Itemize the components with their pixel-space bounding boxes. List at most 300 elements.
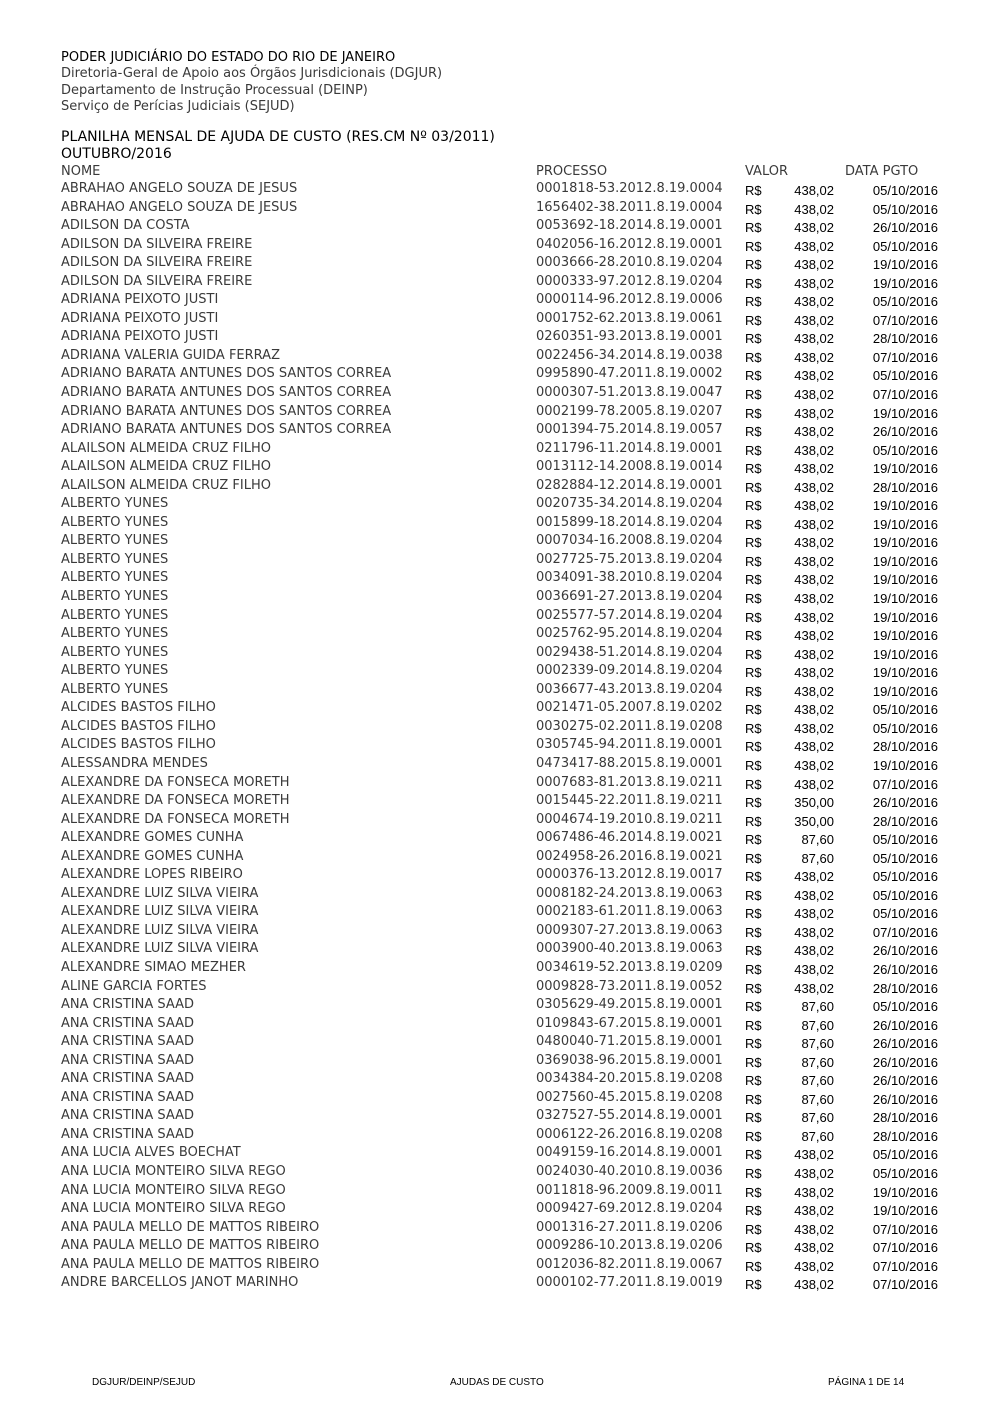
cell-valor: 438,02 (794, 516, 834, 532)
cell-valor: 438,02 (794, 924, 834, 940)
table-row (0, 1126, 1000, 1145)
cell-currency: R$ (745, 387, 762, 403)
cell-valor: 438,02 (794, 1147, 834, 1163)
cell-nome: ALBERTO YUNES (61, 644, 169, 660)
table-row (0, 866, 1000, 885)
cell-nome: ALBERTO YUNES (61, 533, 169, 549)
table-row (0, 1089, 1000, 1108)
cell-currency: R$ (745, 924, 762, 940)
header-line-deinp: Departamento de Instrução Processual (DEINP) (61, 82, 368, 98)
cell-data-pgto: 28/10/2016 (872, 739, 938, 755)
cell-processo: 0480040-71.2015.8.19.0001 (536, 1034, 723, 1050)
cell-valor: 438,02 (794, 1203, 834, 1219)
cell-valor: 438,02 (794, 739, 834, 755)
cell-processo: 0012036-82.2011.8.19.0067 (536, 1256, 723, 1272)
cell-processo: 0282884-12.2014.8.19.0001 (536, 477, 723, 493)
cell-processo: 0009286-10.2013.8.19.0206 (536, 1238, 723, 1254)
cell-nome: ALEXANDRE DA FONSECA MORETH (61, 774, 290, 790)
cell-nome: ALINE GARCIA FORTES (61, 978, 207, 994)
cell-currency: R$ (745, 442, 762, 458)
cell-valor: 438,02 (794, 591, 834, 607)
cell-valor: 438,02 (794, 1221, 834, 1237)
cell-data-pgto: 26/10/2016 (872, 943, 938, 959)
cell-currency: R$ (745, 1073, 762, 1089)
cell-nome: ALBERTO YUNES (61, 496, 169, 512)
cell-valor: 438,02 (794, 1240, 834, 1256)
cell-currency: R$ (745, 1054, 762, 1070)
cell-data-pgto: 26/10/2016 (872, 1054, 938, 1070)
cell-processo: 0001752-62.2013.8.19.0061 (536, 310, 723, 326)
cell-currency: R$ (745, 1147, 762, 1163)
cell-processo: 0034091-38.2010.8.19.0204 (536, 570, 723, 586)
cell-currency: R$ (745, 1036, 762, 1052)
cell-nome: ANA CRISTINA SAAD (61, 1071, 195, 1087)
cell-currency: R$ (745, 1258, 762, 1274)
cell-data-pgto: 19/10/2016 (872, 628, 938, 644)
table-row (0, 1274, 1000, 1293)
cell-nome: ADRIANA PEIXOTO JUSTI (61, 329, 219, 345)
cell-currency: R$ (745, 535, 762, 551)
table-row (0, 736, 1000, 755)
cell-processo: 0009307-27.2013.8.19.0063 (536, 922, 723, 938)
cell-nome: ALEXANDRE LUIZ SILVA VIEIRA (61, 904, 259, 920)
cell-processo: 0024030-40.2010.8.19.0036 (536, 1163, 723, 1179)
cell-nome: ANA CRISTINA SAAD (61, 1052, 195, 1068)
table-row (0, 384, 1000, 403)
cell-processo: 0003666-28.2010.8.19.0204 (536, 255, 723, 271)
cell-nome: ALEXANDRE DA FONSECA MORETH (61, 793, 290, 809)
cell-currency: R$ (745, 349, 762, 365)
cell-data-pgto: 07/10/2016 (872, 1240, 938, 1256)
cell-valor: 87,60 (801, 1073, 834, 1089)
cell-valor: 438,02 (794, 869, 834, 885)
table-row (0, 607, 1000, 626)
cell-data-pgto: 19/10/2016 (872, 498, 938, 514)
cell-data-pgto: 26/10/2016 (872, 1036, 938, 1052)
cell-valor: 438,02 (794, 257, 834, 273)
cell-data-pgto: 05/10/2016 (872, 702, 938, 718)
cell-data-pgto: 07/10/2016 (872, 349, 938, 365)
table-row (0, 180, 1000, 199)
cell-nome: ALBERTO YUNES (61, 514, 169, 530)
cell-currency: R$ (745, 405, 762, 421)
cell-valor: 438,02 (794, 442, 834, 458)
cell-currency: R$ (745, 906, 762, 922)
cell-nome: ADILSON DA SILVEIRA FREIRE (61, 255, 253, 271)
cell-currency: R$ (745, 720, 762, 736)
cell-processo: 1656402-38.2011.8.19.0004 (536, 199, 723, 215)
cell-processo: 0015899-18.2014.8.19.0204 (536, 514, 723, 530)
cell-valor: 438,02 (794, 1165, 834, 1181)
cell-nome: ALBERTO YUNES (61, 681, 169, 697)
cell-processo: 0011818-96.2009.8.19.0011 (536, 1182, 723, 1198)
cell-processo: 0022456-34.2014.8.19.0038 (536, 347, 723, 363)
cell-processo: 0025577-57.2014.8.19.0204 (536, 607, 723, 623)
cell-nome: ANA LUCIA MONTEIRO SILVA REGO (61, 1163, 286, 1179)
cell-nome: ALBERTO YUNES (61, 570, 169, 586)
cell-data-pgto: 05/10/2016 (872, 1147, 938, 1163)
table-row (0, 254, 1000, 273)
column-header-processo: PROCESSO (536, 164, 608, 179)
cell-processo: 0015445-22.2011.8.19.0211 (536, 793, 723, 809)
table-row (0, 1107, 1000, 1126)
table-row (0, 1052, 1000, 1071)
cell-data-pgto: 07/10/2016 (872, 312, 938, 328)
cell-data-pgto: 05/10/2016 (872, 183, 938, 198)
cell-valor: 438,02 (794, 961, 834, 977)
table-row (0, 959, 1000, 978)
table-row (0, 421, 1000, 440)
cell-data-pgto: 05/10/2016 (872, 850, 938, 866)
cell-valor: 438,02 (794, 238, 834, 254)
table-row (0, 551, 1000, 570)
cell-currency: R$ (745, 1165, 762, 1181)
cell-valor: 438,02 (794, 461, 834, 477)
cell-nome: ANA LUCIA MONTEIRO SILVA REGO (61, 1182, 286, 1198)
cell-currency: R$ (745, 795, 762, 811)
table-row (0, 811, 1000, 830)
table-row (0, 236, 1000, 255)
table-row (0, 365, 1000, 384)
cell-data-pgto: 07/10/2016 (872, 387, 938, 403)
cell-data-pgto: 05/10/2016 (872, 368, 938, 384)
cell-valor: 438,02 (794, 331, 834, 347)
table-row (0, 903, 1000, 922)
table-row (0, 885, 1000, 904)
cell-valor: 438,02 (794, 943, 834, 959)
cell-processo: 0004674-19.2010.8.19.0211 (536, 811, 723, 827)
cell-processo: 0006122-26.2016.8.19.0208 (536, 1126, 723, 1142)
cell-nome: ALEXANDRE GOMES CUNHA (61, 848, 244, 864)
cell-valor: 438,02 (794, 275, 834, 291)
cell-currency: R$ (745, 553, 762, 569)
cell-currency: R$ (745, 331, 762, 347)
footer-page-number: PÁGINA 1 DE 14 (828, 1377, 905, 1388)
cell-data-pgto: 19/10/2016 (872, 1184, 938, 1200)
cell-data-pgto: 05/10/2016 (872, 720, 938, 736)
footer-left: DGJUR/DEINP/SEJUD (92, 1377, 196, 1388)
document-title (61, 129, 495, 163)
cell-nome: ADRIANO BARATA ANTUNES DOS SANTOS CORREA (61, 403, 392, 419)
cell-valor: 87,60 (801, 1128, 834, 1144)
cell-nome: ANA CRISTINA SAAD (61, 1015, 195, 1031)
cell-data-pgto: 19/10/2016 (872, 535, 938, 551)
table-row (0, 1015, 1000, 1034)
cell-nome: ADRIANA PEIXOTO JUSTI (61, 292, 219, 308)
table-row (0, 978, 1000, 997)
cell-processo: 0007034-16.2008.8.19.0204 (536, 533, 723, 549)
cell-nome: ADILSON DA SILVEIRA FREIRE (61, 273, 253, 289)
cell-processo: 0109843-67.2015.8.19.0001 (536, 1015, 723, 1031)
cell-valor: 438,02 (794, 498, 834, 514)
cell-data-pgto: 28/10/2016 (872, 1128, 938, 1144)
cell-data-pgto: 26/10/2016 (872, 961, 938, 977)
cell-data-pgto: 07/10/2016 (872, 1277, 938, 1293)
table-row (0, 996, 1000, 1015)
cell-processo: 0473417-88.2015.8.19.0001 (536, 755, 723, 771)
cell-currency: R$ (745, 943, 762, 959)
cell-data-pgto: 19/10/2016 (872, 591, 938, 607)
table-row (0, 1182, 1000, 1201)
table-row (0, 458, 1000, 477)
cell-currency: R$ (745, 776, 762, 792)
cell-valor: 438,02 (794, 294, 834, 310)
cell-valor: 350,00 (794, 795, 834, 811)
cell-currency: R$ (745, 1203, 762, 1219)
cell-data-pgto: 05/10/2016 (872, 238, 938, 254)
cell-nome: ABRAHAO ANGELO SOUZA DE JESUS (61, 199, 298, 215)
cell-data-pgto: 19/10/2016 (872, 516, 938, 532)
table-row (0, 273, 1000, 292)
table-row (0, 199, 1000, 218)
cell-valor: 438,02 (794, 1277, 834, 1293)
cell-processo: 0027560-45.2015.8.19.0208 (536, 1089, 723, 1105)
cell-processo: 0000307-51.2013.8.19.0047 (536, 385, 723, 401)
cell-currency: R$ (745, 683, 762, 699)
cell-valor: 438,02 (794, 1184, 834, 1200)
cell-data-pgto: 19/10/2016 (872, 572, 938, 588)
cell-data-pgto: 26/10/2016 (872, 1017, 938, 1033)
table-row (0, 1033, 1000, 1052)
cell-currency: R$ (745, 238, 762, 254)
cell-data-pgto: 19/10/2016 (872, 683, 938, 699)
cell-nome: ADRIANO BARATA ANTUNES DOS SANTOS CORREA (61, 422, 392, 438)
cell-currency: R$ (745, 887, 762, 903)
table-row (0, 1256, 1000, 1275)
cell-data-pgto: 07/10/2016 (872, 776, 938, 792)
cell-currency: R$ (745, 183, 762, 198)
header-line-dgjur: Diretoria-Geral de Apoio aos Órgãos Jurisdicionais (DGJUR) (61, 66, 443, 81)
cell-processo: 0053692-18.2014.8.19.0001 (536, 218, 723, 234)
cell-processo: 0001394-75.2014.8.19.0057 (536, 422, 723, 438)
cell-data-pgto: 05/10/2016 (872, 201, 938, 217)
cell-processo: 0000102-77.2011.8.19.0019 (536, 1275, 723, 1291)
cell-processo: 0020735-34.2014.8.19.0204 (536, 496, 723, 512)
cell-data-pgto: 07/10/2016 (872, 1258, 938, 1274)
cell-data-pgto: 19/10/2016 (872, 757, 938, 773)
cell-nome: ANA CRISTINA SAAD (61, 997, 195, 1013)
cell-valor: 438,02 (794, 201, 834, 217)
cell-nome: ADILSON DA SILVEIRA FREIRE (61, 236, 253, 252)
cell-data-pgto: 19/10/2016 (872, 665, 938, 681)
cell-processo: 0030275-02.2011.8.19.0208 (536, 718, 723, 734)
cell-nome: ANA CRISTINA SAAD (61, 1108, 195, 1124)
table-row (0, 848, 1000, 867)
cell-nome: ANA CRISTINA SAAD (61, 1089, 195, 1105)
cell-valor: 438,02 (794, 405, 834, 421)
cell-data-pgto: 19/10/2016 (872, 609, 938, 625)
table-row (0, 532, 1000, 551)
cell-valor: 438,02 (794, 479, 834, 495)
cell-valor: 87,60 (801, 1036, 834, 1052)
table-row (0, 755, 1000, 774)
cell-nome: ALEXANDRE GOMES CUNHA (61, 830, 244, 846)
cell-processo: 0025762-95.2014.8.19.0204 (536, 626, 723, 642)
cell-nome: ANA PAULA MELLO DE MATTOS RIBEIRO (61, 1219, 320, 1235)
column-header-data: DATA PGTO (845, 164, 919, 179)
cell-data-pgto: 05/10/2016 (872, 1165, 938, 1181)
cell-data-pgto: 19/10/2016 (872, 275, 938, 291)
cell-data-pgto: 05/10/2016 (872, 906, 938, 922)
cell-currency: R$ (745, 980, 762, 996)
table-row (0, 718, 1000, 737)
title-line: PLANILHA MENSAL DE AJUDA DE CUSTO (RES.CM Nº 03/2011) (61, 129, 495, 145)
cell-valor: 438,02 (794, 312, 834, 328)
table-row (0, 1237, 1000, 1256)
organization-name: PODER JUDICIÁRIO DO ESTADO DO RIO DE JANEIRO (61, 50, 396, 65)
cell-nome: ANA CRISTINA SAAD (61, 1034, 195, 1050)
cell-valor: 87,60 (801, 1054, 834, 1070)
cell-valor: 438,02 (794, 720, 834, 736)
cell-valor: 438,02 (794, 220, 834, 236)
cell-currency: R$ (745, 757, 762, 773)
cell-data-pgto: 19/10/2016 (872, 553, 938, 569)
cell-currency: R$ (745, 1128, 762, 1144)
cell-valor: 438,02 (794, 424, 834, 440)
cell-currency: R$ (745, 591, 762, 607)
cell-currency: R$ (745, 665, 762, 681)
cell-data-pgto: 19/10/2016 (872, 461, 938, 477)
cell-processo: 0067486-46.2014.8.19.0021 (536, 830, 723, 846)
table-row (0, 1144, 1000, 1163)
cell-nome: ALCIDES BASTOS FILHO (61, 718, 216, 734)
table-row (0, 922, 1000, 941)
cell-nome: ALEXANDRE DA FONSECA MORETH (61, 811, 290, 827)
cell-nome: ADRIANA VALERIA GUIDA FERRAZ (61, 347, 280, 363)
cell-currency: R$ (745, 498, 762, 514)
table-row (0, 940, 1000, 959)
cell-currency: R$ (745, 1240, 762, 1256)
cell-processo: 0036691-27.2013.8.19.0204 (536, 589, 723, 605)
table-row (0, 217, 1000, 236)
cell-currency: R$ (745, 609, 762, 625)
cell-processo: 0003900-40.2013.8.19.0063 (536, 941, 723, 957)
cell-nome: ALAILSON ALMEIDA CRUZ FILHO (61, 440, 271, 456)
cell-nome: ADRIANO BARATA ANTUNES DOS SANTOS CORREA (61, 385, 392, 401)
cell-processo: 0008182-24.2013.8.19.0063 (536, 885, 723, 901)
cell-data-pgto: 19/10/2016 (872, 405, 938, 421)
cell-valor: 438,02 (794, 776, 834, 792)
cell-processo: 0002183-61.2011.8.19.0063 (536, 904, 723, 920)
cell-valor: 438,02 (794, 628, 834, 644)
cell-data-pgto: 26/10/2016 (872, 795, 938, 811)
header-line-sejud: Serviço de Perícias Judiciais (SEJUD) (61, 99, 295, 114)
cell-currency: R$ (745, 739, 762, 755)
cell-valor: 438,02 (794, 646, 834, 662)
cell-nome: ALEXANDRE LOPES RIBEIRO (61, 867, 243, 883)
cell-processo: 0995890-47.2011.8.19.0002 (536, 366, 723, 382)
cell-nome: ANDRE BARCELLOS JANOT MARINHO (61, 1275, 299, 1291)
cell-processo: 0009427-69.2012.8.19.0204 (536, 1201, 723, 1217)
cell-currency: R$ (745, 1221, 762, 1237)
table-row (0, 829, 1000, 848)
cell-nome: ALBERTO YUNES (61, 607, 169, 623)
cell-processo: 0034384-20.2015.8.19.0208 (536, 1071, 723, 1087)
table-row (0, 347, 1000, 366)
cell-nome: ANA PAULA MELLO DE MATTOS RIBEIRO (61, 1238, 320, 1254)
cell-currency: R$ (745, 628, 762, 644)
table-row (0, 625, 1000, 644)
cell-data-pgto: 05/10/2016 (872, 887, 938, 903)
cell-valor: 438,02 (794, 553, 834, 569)
cell-nome: ALCIDES BASTOS FILHO (61, 737, 216, 753)
cell-valor: 350,00 (794, 813, 834, 829)
cell-valor: 438,02 (794, 1258, 834, 1274)
column-header-nome: NOME (61, 164, 101, 179)
cell-processo: 0001316-27.2011.8.19.0206 (536, 1219, 723, 1235)
footer-center: AJUDAS DE CUSTO (450, 1377, 544, 1388)
cell-processo: 0002339-09.2014.8.19.0204 (536, 663, 723, 679)
cell-data-pgto: 05/10/2016 (872, 442, 938, 458)
table-row (0, 403, 1000, 422)
cell-valor: 438,02 (794, 535, 834, 551)
table-row (0, 328, 1000, 347)
cell-valor: 438,02 (794, 368, 834, 384)
cell-currency: R$ (745, 850, 762, 866)
cell-data-pgto: 26/10/2016 (872, 1091, 938, 1107)
cell-processo: 0034619-52.2013.8.19.0209 (536, 959, 723, 975)
table-row (0, 495, 1000, 514)
cell-processo: 0260351-93.2013.8.19.0001 (536, 329, 723, 345)
cell-processo: 0211796-11.2014.8.19.0001 (536, 440, 723, 456)
table-row (0, 440, 1000, 459)
cell-valor: 438,02 (794, 702, 834, 718)
table-row (0, 1070, 1000, 1089)
cell-data-pgto: 28/10/2016 (872, 1110, 938, 1126)
cell-nome: ALEXANDRE LUIZ SILVA VIEIRA (61, 922, 259, 938)
column-header-valor: VALOR (745, 164, 788, 179)
cell-valor: 87,60 (801, 1110, 834, 1126)
cell-data-pgto: 19/10/2016 (872, 257, 938, 273)
cell-data-pgto: 05/10/2016 (872, 869, 938, 885)
table-row (0, 774, 1000, 793)
cell-data-pgto: 28/10/2016 (872, 479, 938, 495)
table-row (0, 792, 1000, 811)
cell-currency: R$ (745, 961, 762, 977)
cell-data-pgto: 28/10/2016 (872, 980, 938, 996)
title-month: OUTUBRO/2016 (61, 146, 172, 162)
cell-processo: 0369038-96.2015.8.19.0001 (536, 1052, 723, 1068)
table-row (0, 514, 1000, 533)
cell-currency: R$ (745, 312, 762, 328)
cell-currency: R$ (745, 832, 762, 848)
cell-currency: R$ (745, 999, 762, 1015)
cell-nome: ANA CRISTINA SAAD (61, 1126, 195, 1142)
cell-nome: ADRIANA PEIXOTO JUSTI (61, 310, 219, 326)
cell-nome: ABRAHAO ANGELO SOUZA DE JESUS (61, 181, 298, 196)
cell-currency: R$ (745, 813, 762, 829)
cell-valor: 438,02 (794, 980, 834, 996)
cell-processo: 0029438-51.2014.8.19.0204 (536, 644, 723, 660)
table-row (0, 699, 1000, 718)
cell-nome: ALBERTO YUNES (61, 551, 169, 567)
cell-valor: 438,02 (794, 183, 834, 198)
cell-nome: ADRIANO BARATA ANTUNES DOS SANTOS CORREA (61, 366, 392, 382)
cell-processo: 0021471-05.2007.8.19.0202 (536, 700, 723, 716)
cell-valor: 87,60 (801, 850, 834, 866)
cell-valor: 438,02 (794, 387, 834, 403)
cell-nome: ADILSON DA COSTA (61, 218, 190, 234)
cell-nome: ALESSANDRA MENDES (61, 755, 208, 771)
cell-data-pgto: 28/10/2016 (872, 331, 938, 347)
cell-data-pgto: 19/10/2016 (872, 1203, 938, 1219)
payments-table (0, 180, 1000, 1293)
cell-nome: ALEXANDRE LUIZ SILVA VIEIRA (61, 941, 259, 957)
cell-currency: R$ (745, 201, 762, 217)
cell-currency: R$ (745, 1277, 762, 1293)
cell-processo: 0024958-26.2016.8.19.0021 (536, 848, 723, 864)
table-row (0, 1163, 1000, 1182)
